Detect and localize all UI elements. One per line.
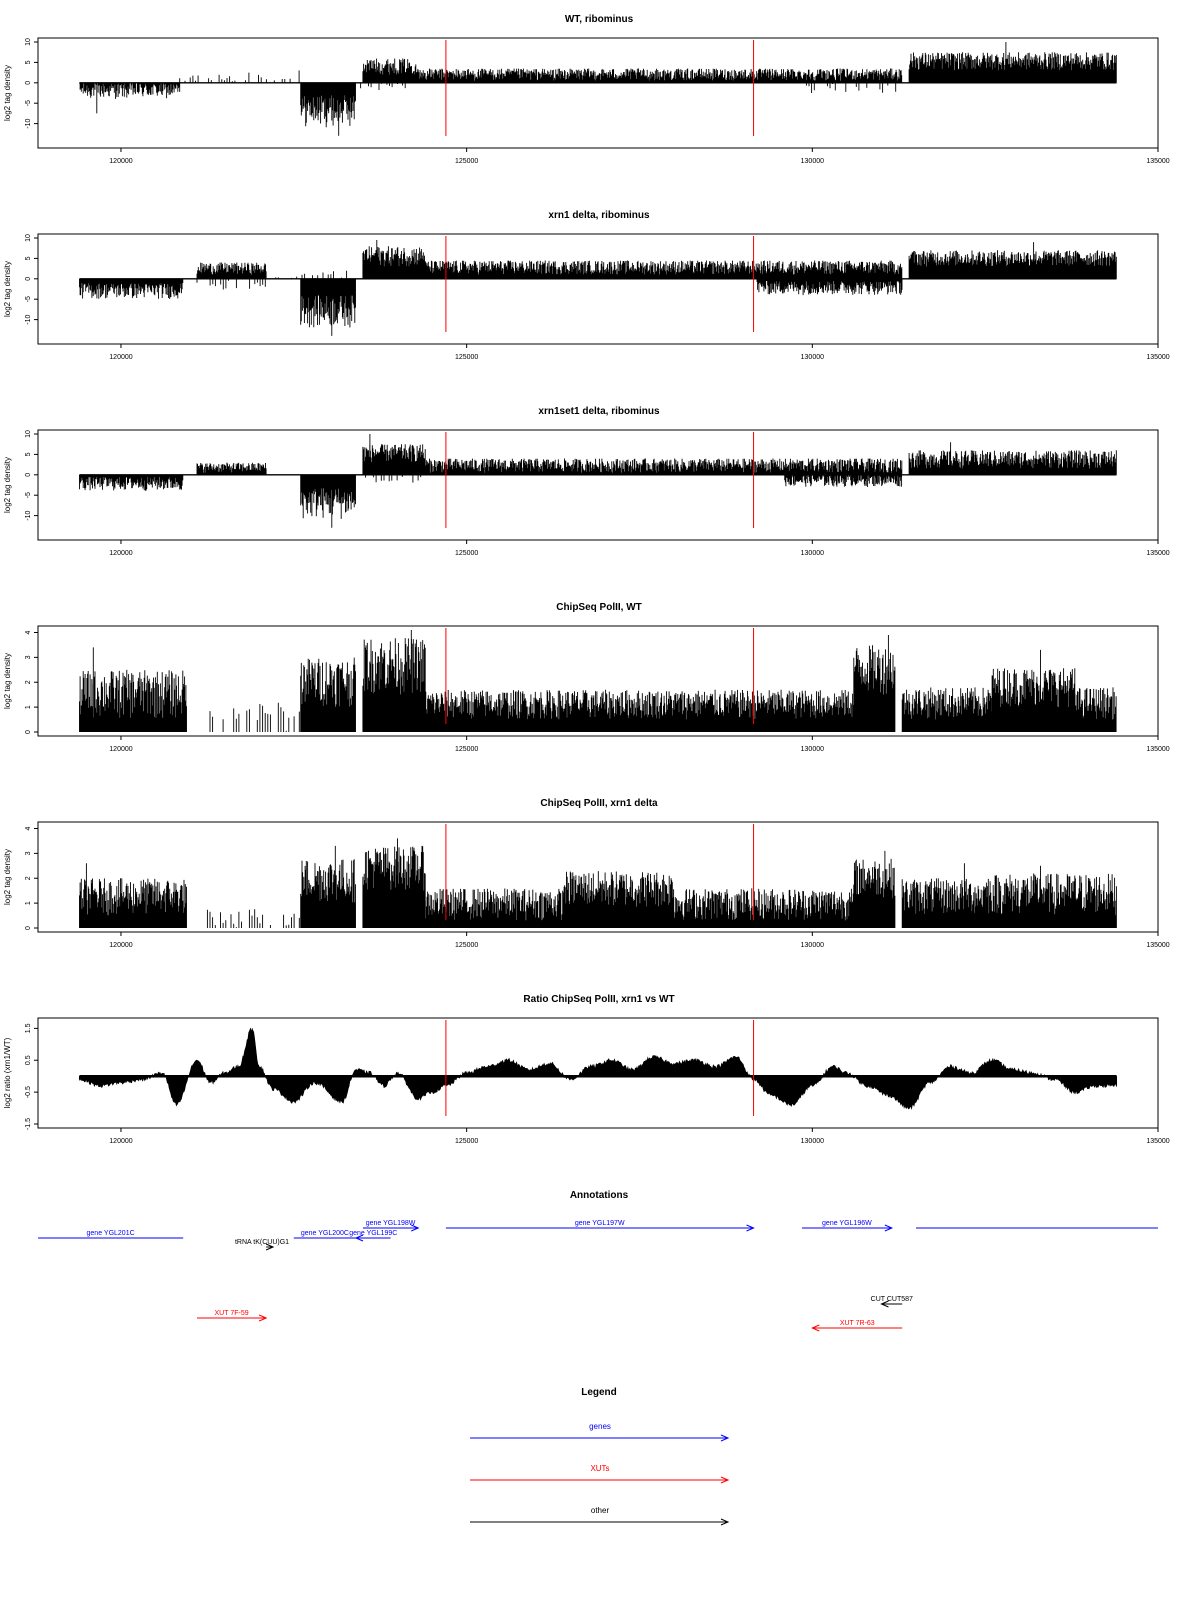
y-tick-label: 0 — [25, 472, 32, 477]
y-tick-label: 2 — [25, 876, 32, 881]
x-tick-label: 130000 — [800, 158, 825, 165]
plot-frame — [38, 38, 1158, 148]
x-tick-label: 130000 — [800, 354, 825, 361]
data-bar-group — [563, 871, 673, 928]
x-tick-label: 125000 — [454, 746, 479, 753]
x-tick-label: 120000 — [109, 1138, 133, 1145]
y-tick-label: 0 — [25, 926, 32, 930]
panel-6 — [25, 1018, 1170, 1145]
data-bar-group — [363, 434, 425, 475]
feature-label: tRNA tK(CUU)G1 — [234, 1239, 290, 1246]
data-bar-group — [301, 846, 356, 928]
y-tick-label: 4 — [25, 630, 32, 635]
y-axis-label: log2 tag density — [3, 456, 12, 514]
y-tick-label: 1 — [25, 705, 32, 710]
y-tick-label: 10 — [25, 430, 32, 438]
y-tick-label: 1 — [25, 901, 32, 906]
x-tick-label: 130000 — [800, 550, 825, 557]
y-tick-label: -0.5 — [25, 1086, 32, 1099]
y-tick-label: 5 — [25, 60, 32, 65]
data-bar-group — [197, 463, 266, 475]
y-tick-label: 10 — [25, 38, 32, 46]
annotation-feature — [294, 1230, 356, 1238]
panel-title: ChipSeq PolII, WT — [556, 602, 642, 613]
y-tick-label: -10 — [25, 510, 32, 521]
feature-label: gene YGL196W — [822, 1220, 872, 1227]
y-axis-label: log2 ratio (xrn1/WT) — [3, 1037, 12, 1109]
panel-title: WT, ribominus — [564, 14, 634, 25]
y-tick-label: 1.5 — [25, 1023, 32, 1034]
data-bar-group — [301, 279, 356, 336]
legend-title: Legend — [581, 1387, 617, 1398]
y-tick-label: 5 — [25, 256, 32, 261]
legend-entry-xuts — [470, 1464, 728, 1483]
x-tick-label: 125000 — [454, 158, 479, 165]
data-bar-group — [197, 263, 266, 279]
data-bar-group — [992, 650, 1075, 732]
panel-4 — [25, 626, 1170, 753]
feature-label: XUT 7R-63 — [839, 1320, 875, 1327]
panel-title: xrn1set1 delta, ribominus — [538, 406, 660, 417]
legend — [470, 1422, 728, 1525]
y-axis-label: log2 tag density — [3, 848, 12, 906]
y-tick-label: -5 — [25, 296, 32, 303]
data-bar-group — [363, 59, 418, 83]
annotation-feature — [812, 1320, 902, 1331]
y-axis-label: log2 tag density — [3, 64, 12, 122]
annotation-track — [38, 1220, 1158, 1331]
data-bar-group — [301, 658, 356, 732]
data-bar-group — [674, 888, 853, 928]
annotation-feature — [38, 1230, 183, 1238]
data-bar-group — [425, 690, 853, 732]
plot-frame — [38, 234, 1158, 344]
y-tick-label: -10 — [25, 314, 32, 325]
annotation-feature — [197, 1310, 266, 1321]
y-tick-label: 4 — [25, 826, 32, 831]
feature-label: gene YGL199C — [349, 1230, 398, 1237]
x-tick-label: 120000 — [109, 550, 133, 557]
x-tick-label: 135000 — [1146, 942, 1170, 949]
legend-label: genes — [589, 1422, 611, 1431]
annotation-feature — [349, 1230, 397, 1241]
data-bar-group — [301, 83, 356, 136]
data-bar-group — [785, 475, 902, 487]
data-bar-group — [854, 635, 895, 732]
data-bar-group — [363, 240, 425, 279]
data-bar-group — [301, 475, 356, 528]
data-bar-group — [1075, 687, 1116, 732]
data-bar-group — [363, 475, 421, 483]
x-tick-label: 120000 — [109, 942, 133, 949]
panel-title: ChipSeq PolII, xrn1 delta — [540, 798, 658, 809]
panel-title: Ratio ChipSeq PolII, xrn1 vs WT — [523, 994, 675, 1005]
x-tick-label: 135000 — [1146, 1138, 1170, 1145]
x-tick-label: 125000 — [454, 354, 479, 361]
panel-title: xrn1 delta, ribominus — [548, 210, 650, 221]
series-bars — [80, 630, 1117, 732]
data-bar-group — [363, 838, 425, 928]
x-tick-label: 130000 — [800, 1138, 825, 1145]
x-tick-label: 130000 — [800, 746, 825, 753]
annotation-feature — [235, 1239, 289, 1250]
data-bar-group — [207, 909, 299, 928]
y-axis-label: log2 tag density — [3, 652, 12, 710]
data-bar-group — [854, 851, 895, 928]
feature-label: gene YGL197W — [574, 1220, 625, 1227]
y-tick-label: 0 — [25, 276, 32, 281]
x-tick-label: 120000 — [109, 354, 133, 361]
y-tick-label: 0 — [25, 730, 32, 734]
data-bar-group — [985, 866, 1116, 928]
x-tick-label: 125000 — [454, 550, 479, 557]
data-bar-group — [276, 271, 347, 279]
panel-1 — [25, 38, 1170, 165]
x-tick-label: 135000 — [1146, 550, 1170, 557]
data-bar-group — [757, 279, 902, 295]
y-tick-label: 3 — [25, 851, 32, 856]
data-bar-group — [425, 459, 902, 475]
data-bar-group — [363, 630, 425, 732]
series-bars — [80, 434, 1117, 528]
data-bar-group — [909, 242, 1116, 279]
series-bars — [80, 838, 1117, 928]
y-tick-label: -1.5 — [25, 1117, 32, 1131]
feature-label: gene YGL201C — [86, 1230, 135, 1237]
data-bar-group — [210, 703, 299, 732]
y-tick-label: 2 — [25, 680, 32, 685]
y-tick-label: -5 — [25, 100, 32, 107]
x-tick-label: 125000 — [454, 1138, 479, 1145]
x-tick-label: 125000 — [454, 942, 479, 949]
x-tick-label: 135000 — [1146, 158, 1170, 165]
data-bar-group — [418, 69, 902, 83]
data-bar-group — [180, 73, 290, 83]
x-tick-label: 135000 — [1146, 746, 1170, 753]
x-tick-label: 130000 — [800, 942, 825, 949]
legend-entry-genes — [470, 1422, 728, 1441]
series-bars — [80, 240, 1117, 336]
annotation-feature — [871, 1296, 913, 1307]
feature-label: CUT CUT587 — [870, 1296, 913, 1303]
data-bar-group — [197, 279, 265, 290]
annotations-title: Annotations — [569, 1190, 629, 1201]
y-tick-label: 5 — [25, 452, 32, 457]
data-bar-group — [902, 863, 985, 928]
panel-3 — [25, 430, 1170, 557]
legend-entry-other — [470, 1506, 728, 1525]
data-bar-group — [80, 475, 183, 491]
data-bar-group — [80, 647, 187, 732]
panel-2 — [25, 234, 1170, 361]
y-tick-label: -10 — [25, 118, 32, 129]
feature-label: gene YGL198W — [365, 1220, 416, 1227]
plot-frame — [38, 430, 1158, 540]
panel-5 — [25, 822, 1170, 949]
y-tick-label: 0 — [25, 80, 32, 85]
data-bar-group — [902, 687, 992, 732]
data-bar-group — [80, 279, 183, 299]
y-axis-label: log2 tag density — [3, 260, 12, 318]
data-bar-group — [80, 83, 180, 114]
y-tick-label: 10 — [25, 234, 32, 242]
data-bar-group — [909, 442, 1116, 475]
x-tick-label: 120000 — [109, 158, 133, 165]
feature-label: gene YGL200C — [300, 1230, 349, 1237]
y-tick-label: 0.5 — [25, 1055, 32, 1066]
feature-label: XUT 7F-59 — [214, 1310, 249, 1317]
legend-label: XUTs — [590, 1464, 610, 1473]
data-bar-group — [80, 863, 187, 928]
data-bar-group — [806, 83, 895, 93]
ratio-area — [80, 1028, 1117, 1109]
annotation-feature — [802, 1220, 892, 1231]
series-bars — [80, 42, 1117, 136]
data-bar-group — [909, 42, 1116, 83]
x-tick-label: 135000 — [1146, 354, 1170, 361]
y-tick-label: -5 — [25, 492, 32, 499]
annotation-feature — [446, 1220, 754, 1231]
y-tick-label: 3 — [25, 655, 32, 660]
legend-label: other — [590, 1506, 610, 1515]
data-bar-group — [425, 261, 902, 279]
x-tick-label: 120000 — [109, 746, 133, 753]
